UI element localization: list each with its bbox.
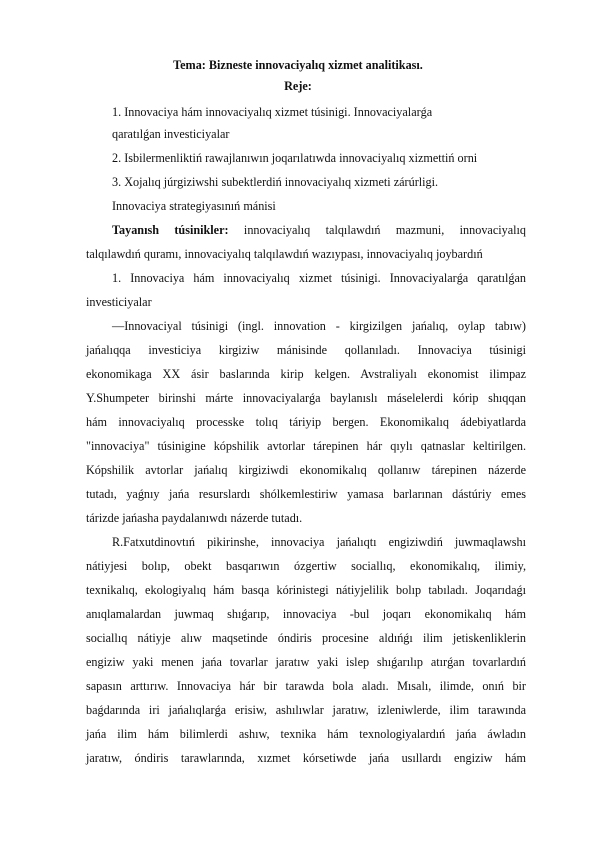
plan-item: 1. Innovaciya hám innovaciyalıq xizmet túsinigi. Innovaciyalarǵa	[112, 105, 433, 119]
paragraph-line: —Innovaciyal túsinigi (ingl. innovation - kirgizilgen jańalıq, oylap tabıw)	[112, 319, 526, 333]
paragraph-line: ekonomikaga XX ásir baslarında kirip kelgen. Avstraliyalı ekonomist ilimpaz	[86, 367, 526, 381]
paragraph-line: hám innovaciyalıq processke tolıq táriyip bergen. Ekonomikalıq ádebiyatlarda	[86, 415, 526, 429]
key-concepts-line: talqılawdıń quramı, innovaciyalıq talqılawdıń wazıypası, innovaciyalıq joybardıń	[86, 247, 483, 261]
paragraph-line: jańalıqqa investiciya kirgiziw mánisinde qollanıladı. Innovaciya túsinigi	[86, 343, 526, 357]
key-concepts-label: Tayanısh túsinikler:	[112, 223, 229, 237]
paragraph-line: tárizde jańasha paydalanıwdı názerde tutadı.	[86, 511, 303, 525]
paragraph-line: anıqlamalardan juwmaq shıǵarıp, innovaciya -bul joqarı ekonomikalıq hám	[86, 607, 526, 621]
plan-item: 2. Isbilermenliktiń rawajlanıwın joqarılatıwda innovaciyalıq xizmettiń orni	[112, 151, 478, 165]
paragraph-line: jańa ilim hám bilimlerdi ashıw, texnika hám texnologiyalardıń jańa áwladın	[86, 727, 526, 741]
section-heading: investiciyalar	[86, 295, 152, 309]
paragraph-line: nátiyjesi bolıp, obekt basqarıwın ózgertiw sociallıq, ekonomikalıq, ilimiy,	[86, 559, 526, 573]
plan-heading: Reje:	[284, 79, 312, 93]
document-title: Tema: Bizneste innovaciyalıq xizmet analitikası.	[173, 58, 423, 72]
paragraph-line: sapasın arttırıw. Innovaciya hár bir tarawda bola aladı. Mısalı, ilimde, onıń bir	[86, 679, 526, 693]
paragraph-line: texnikalıq, ekologiyalıq hám basqa kórinistegi nátiyjelilik bolıp tabıladı. Joqarıdaǵı	[86, 583, 526, 597]
paragraph-line: jaratıw, óndiris tarawlarında, xızmet kórsetiwde jańa usıllardı engiziw hám	[86, 751, 526, 765]
paragraph-line: Y.Shumpeter birinshi márte innovaciyalarǵa baylanıslı máselelerdi kórip shıqqan	[86, 391, 526, 405]
paragraph-line: tutadı, yaǵnıy jańa resurslardı shólkemlestiriw yamasa barlarınan dástúriy emes	[86, 487, 526, 501]
section-heading: 1. Innovaciya hám innovaciyalıq xizmet túsinigi. Innovaciyalarǵa qaratılǵan	[112, 271, 526, 285]
plan-item: 3. Xojalıq júrgiziwshi subektlerdiń innovaciyalıq xizmeti zárúrligi.	[112, 175, 439, 189]
paragraph-line: Kópshilik avtorlar jańalıq kirgiziwdi ekonomikalıq qollanıw tárepinen názerde	[86, 463, 526, 477]
paragraph-line: R.Fatxutdinovtıń pikirinshe, innovaciya jańalıqtı engiziwdiń juwmaqlawshı	[112, 535, 526, 549]
paragraph-line: baǵdarında iri jańalıqlarǵa erisiw, ashılıwlar jaratıw, izleniwlerde, ilim tarawında	[86, 703, 526, 717]
key-concepts-line	[112, 221, 526, 239]
key-concepts-text: innovaciyalıq talqılawdıń mazmuni, innovaciyalıq	[228, 223, 526, 237]
paragraph-line: "innovaciya" túsinigine kópshilik avtorlar tárepinen hár qıylı qatnaslar keltirilgen.	[86, 439, 526, 453]
plan-item: Innovaciya strategiyasınıń mánisi	[112, 199, 276, 213]
paragraph-line: engiziw yaki menen jańa tovarlar jaratıw yaki islep shıǵarılıp atırǵan tovarlardıń	[86, 655, 526, 669]
paragraph-line: sociallıq nátiyje alıw maqsetinde óndiris procesine aldıńǵı ilim jetiskenliklerin	[86, 631, 526, 645]
plan-item: qaratılǵan investiciyalar	[112, 127, 230, 141]
